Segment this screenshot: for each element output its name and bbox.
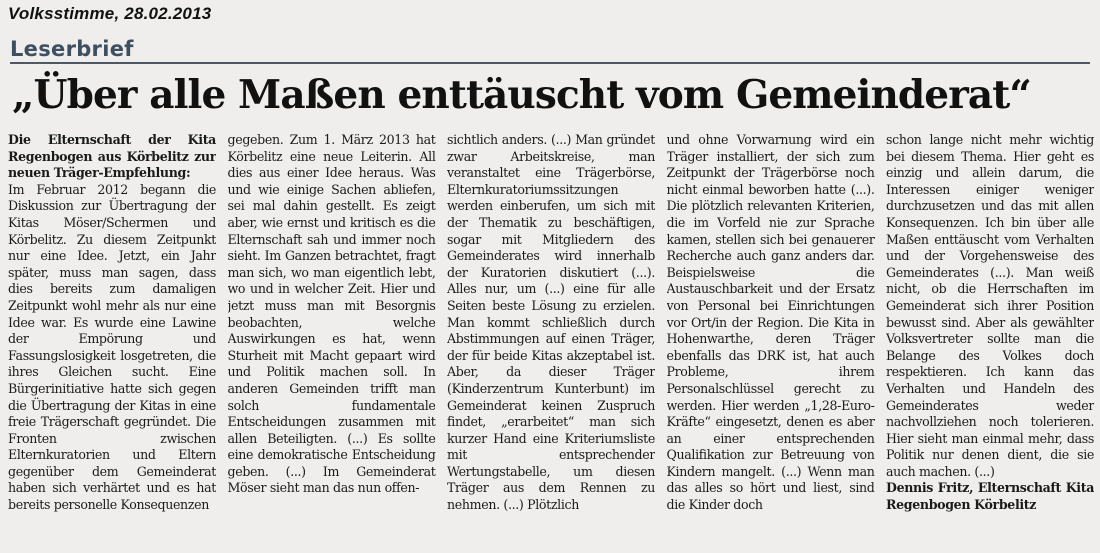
text-column-3 [447,132,655,550]
article-body [8,132,1094,550]
section-divider [10,62,1090,64]
column-text: schon lange nicht mehr wichtig bei diesem Thema. Hier geht es einzig und allein darum, die Interessen einiger weniger durchzusetzen und das mit allen Konsequenzen. Ich bin über alle Maßen enttäuscht vom Verhalten und der Vorgehensweise des Gemeinderates (...). Man weiß nicht, ob die Herrschaften im Gemeinderat sich ihrer Position bewusst sind. Aber als gewählter Volksvertreter sollte man die Belange des Volkes doch respektieren. Ich kann das Verhalten und Handeln des Gemeinderates weder nachvollziehen noch tolerieren. Hier sieht man einmal mehr, dass Politik nur denen dient, die sie auch machen. (...) [886,132,1094,479]
text-column-4 [667,132,875,550]
section-label: Leserbrief [10,37,134,61]
text-column-1 [8,132,216,550]
column-text: Im Februar 2012 begann die Diskussion zur Übertragung der Kitas Möser/Schermen und Körbelitz. Zu diesem Zeitpunkt nur eine Idee. Jetzt, ein Jahr später, muss man sagen, dass dies bereits zum damaligen Zeitpunkt wohl mehr als nur eine Idee war. Es wurde eine Lawine der Empörung und Fassungslosigkeit losgetreten, die ihres Gleichen sucht. Eine Bürgerinitiative hatte sich gegen die Übertragung der Kitas in eine freie Trägerschaft gegründet. Die Fronten zwischen Elternkuratorien und Eltern gegenüber dem Gemeinderat haben sich verhärtet und es hat bereits personelle Konsequenzen [8,181,216,513]
newspaper-source-date: Volksstimme, 28.02.2013 [8,4,212,23]
text-column-2 [228,132,436,550]
article-lead: Die Elternschaft der Kita Regenbogen aus Körbelitz zur neuen Träger-Empfehlung: [8,132,216,181]
author-signature: Dennis Fritz, Elternschaft Kita Regenbogen Körbelitz [886,480,1094,513]
article-headline: „Über alle Maßen enttäuscht vom Gemeinderat“ [12,72,1031,118]
column-text: und ohne Vorwarnung wird ein Träger installiert, der sich zum Zeitpunkt der Trägerbörse noch nicht einmal beworben hatte (...). Die plötzlich relevanten Kriterien, die im Vorfeld nie zur Sprache kamen, stellen sich bei genauerer Recherche auch ganz anders dar. Beispielsweise die Austauschbarkeit und der Ersatz von Personal bei Einrichtungen vor Ort/in der Region. Die Kita in Hohenwarthe, deren Träger ebenfalls das DRK ist, hat auch Probleme, ihrem Personalschlüssel gerecht zu werden. Hier werden „1,28-Euro-Kräfte“ eingesetzt, denen es aber an einer entsprechenden Qualifikation zur Betreuung von Kindern mangelt. (...) Wenn man das alles so hört und liest, sind die Kinder doch [666,132,875,513]
column-text: sichtlich anders. (...) Man gründet zwar Arbeitskreise, man veranstaltet eine Trägerbörse, Elternkuratoriumssitzungen werden einberufen, um sich mit der Thematik zu beschäftigen, sogar mit Mitgliedern des Gemeinderates wird innerhalb der Kuratorien diskutiert (...). Alles nur, um (...) eine für alle Seiten beste Lösung zu erzielen. Man kommt schließlich durch Abstimmungen auf einen Träger, der für beide Kitas akzeptabel ist. Aber, da dieser Träger (Kinderzentrum Kunterbunt) im Gemeinderat keinen Zuspruch findet, „erarbeitet“ man sich kurzer Hand eine Kriteriumsliste mit entsprechender Wertungstabelle, um diesen Träger aus dem Rennen zu nehmen. (...) Plötzlich [447,132,655,513]
column-text: gegeben. Zum 1. März 2013 hat Körbelitz eine neue Leiterin. All dies aus einer Idee heraus. Was und wie einige Sachen abliefen, sei mal dahin gestellt. Es zeigt aber, wie ernst und kritisch es die Elternschaft sah und immer noch sieht. Im Ganzen betrachtet, fragt man sich, wo man eigentlich lebt, wo und in welcher Zeit. Hier und jetzt muss man mit Besorgnis beobachten, welche Auswirkungen es hat, wenn Sturheit mit Macht gepaart wird und Politik machen soll. In anderen Gemeinden trifft man solch fundamentale Entscheidungen zusammen mit allen Beteiligten. (...) Es sollte eine demokratische Entscheidung geben. (...) Im Gemeinderat Möser sieht man das nun offen- [227,132,436,496]
text-column-5 [886,132,1094,550]
